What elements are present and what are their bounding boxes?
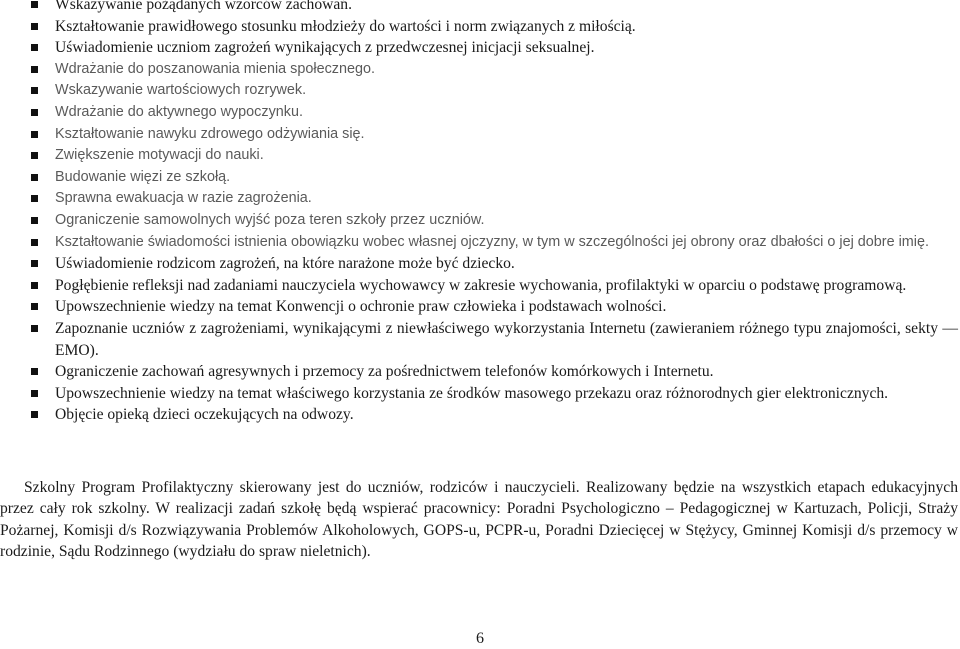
square-bullet-icon <box>31 239 38 246</box>
list-item <box>0 253 958 275</box>
list-item-text: Kształtowanie prawidłowego stosunku młodzieży do wartości i norm związanych z miłością. <box>55 17 636 35</box>
square-bullet-icon <box>31 131 38 138</box>
list-item-text: Kształtowanie świadomości istnienia obowiązku wobec własnej ojczyzny, w tym w szczególności jej obrony oraz dbałości o jej dobre imię. <box>55 233 929 250</box>
square-bullet-icon <box>31 174 38 181</box>
square-bullet-icon <box>31 260 38 267</box>
list-item <box>0 383 958 405</box>
list-item <box>0 0 958 16</box>
list-item-text: Wdrażanie do poszanowania mienia społecznego. <box>55 60 375 77</box>
list-item-text: Upowszechnienie wiedzy na temat właściwego korzystania ze środków masowego przekazu oraz różnorodnych gier elektronicznych. <box>55 384 889 402</box>
body-paragraph: Szkolny Program Profilaktyczny skierowany jest do uczniów, rodziców i nauczycieli. Realizowany będzie na wszystkich etapach edukacyjnych przez cały rok szkolny. W realizacji zadań szkołę będą wspierać pracownicy: Poradni Psychologiczno – Pedagogicznej w Kartuzach, Policji, Straży Pożarnej, Komisji d/s Rozwiązywania Problemów Alkoholowych, GOPS-u, PCPR-u, Poradni Dziecięcej w Stężycy, Gminnej Komisji d/s przemocy w rodzinie, Sądu Rodzinnego (wydziału do spraw nieletnich). <box>0 479 958 561</box>
page-number: 6 <box>476 630 484 647</box>
list-item <box>0 59 958 81</box>
square-bullet-icon <box>31 1 38 8</box>
list-item <box>0 188 958 210</box>
list-item-text: Uświadomienie uczniom zagrożeń wynikających z przedwczesnej inicjacji seksualnej. <box>55 39 595 57</box>
list-item <box>0 167 958 189</box>
list-item <box>0 318 958 361</box>
list-item <box>0 80 958 102</box>
list-item-text: Ograniczenie samowolnych wyjść poza teren szkoły przez uczniów. <box>55 211 485 228</box>
list-item-text: Wdrażanie do aktywnego wypoczynku. <box>55 103 303 120</box>
square-bullet-icon <box>31 390 38 397</box>
list-item-text: Kształtowanie nawyku zdrowego odżywiania się. <box>55 125 365 142</box>
list-item-text: Ograniczenie zachowań agresywnych i przemocy za pośrednictwem telefonów komórkowych i Internetu. <box>55 363 714 381</box>
list-item <box>0 124 958 146</box>
square-bullet-icon <box>31 325 38 332</box>
list-item <box>0 16 958 38</box>
list-item-text: Wskazywanie wartościowych rozrywek. <box>55 82 307 99</box>
list-item-text: Wskazywanie pożądanych wzorców zachowań. <box>55 0 353 13</box>
list-item <box>0 210 958 232</box>
square-bullet-icon <box>31 217 38 224</box>
list-item <box>0 37 958 59</box>
list-item <box>0 145 958 167</box>
list-item <box>0 102 958 124</box>
square-bullet-icon <box>31 411 38 418</box>
square-bullet-icon <box>31 303 38 310</box>
list-item-text: Pogłębienie refleksji nad zadaniami nauczyciela wychowawcy w zakresie wychowania, profilaktyki w oparciu o podstawę programową. <box>55 276 907 294</box>
list-item <box>0 361 958 383</box>
square-bullet-icon <box>31 109 38 116</box>
list-item-text: Uświadomienie rodzicom zagrożeń, na które narażone może być dziecko. <box>55 255 515 273</box>
square-bullet-icon <box>31 44 38 51</box>
square-bullet-icon <box>31 282 38 289</box>
list-item-text: Budowanie więzi ze szkołą. <box>55 168 231 185</box>
square-bullet-icon <box>31 195 38 202</box>
list-item-text: Zwiększenie motywacji do nauki. <box>55 147 264 164</box>
square-bullet-icon <box>31 23 38 30</box>
list-item <box>0 296 958 318</box>
square-bullet-icon <box>31 87 38 94</box>
square-bullet-icon <box>31 152 38 159</box>
list-item <box>0 404 958 426</box>
list-item-text: Objęcie opieką dzieci oczekujących na odwozy. <box>55 406 354 424</box>
square-bullet-icon <box>31 66 38 73</box>
list-item-text: Sprawna ewakuacja w razie zagrożenia. <box>55 190 312 207</box>
square-bullet-icon <box>31 368 38 375</box>
list-item-text: Zapoznanie uczniów z zagrożeniami, wynikającymi z niewłaściwego wykorzystania Internetu (zawieraniem różnego typu znajomości, sekty — EMO). <box>55 319 958 359</box>
list-item <box>0 232 958 254</box>
list-item <box>0 275 958 297</box>
list-item-text: Upowszechnienie wiedzy na temat Konwencji o ochronie praw człowieka i podstawach wolności. <box>55 298 667 316</box>
